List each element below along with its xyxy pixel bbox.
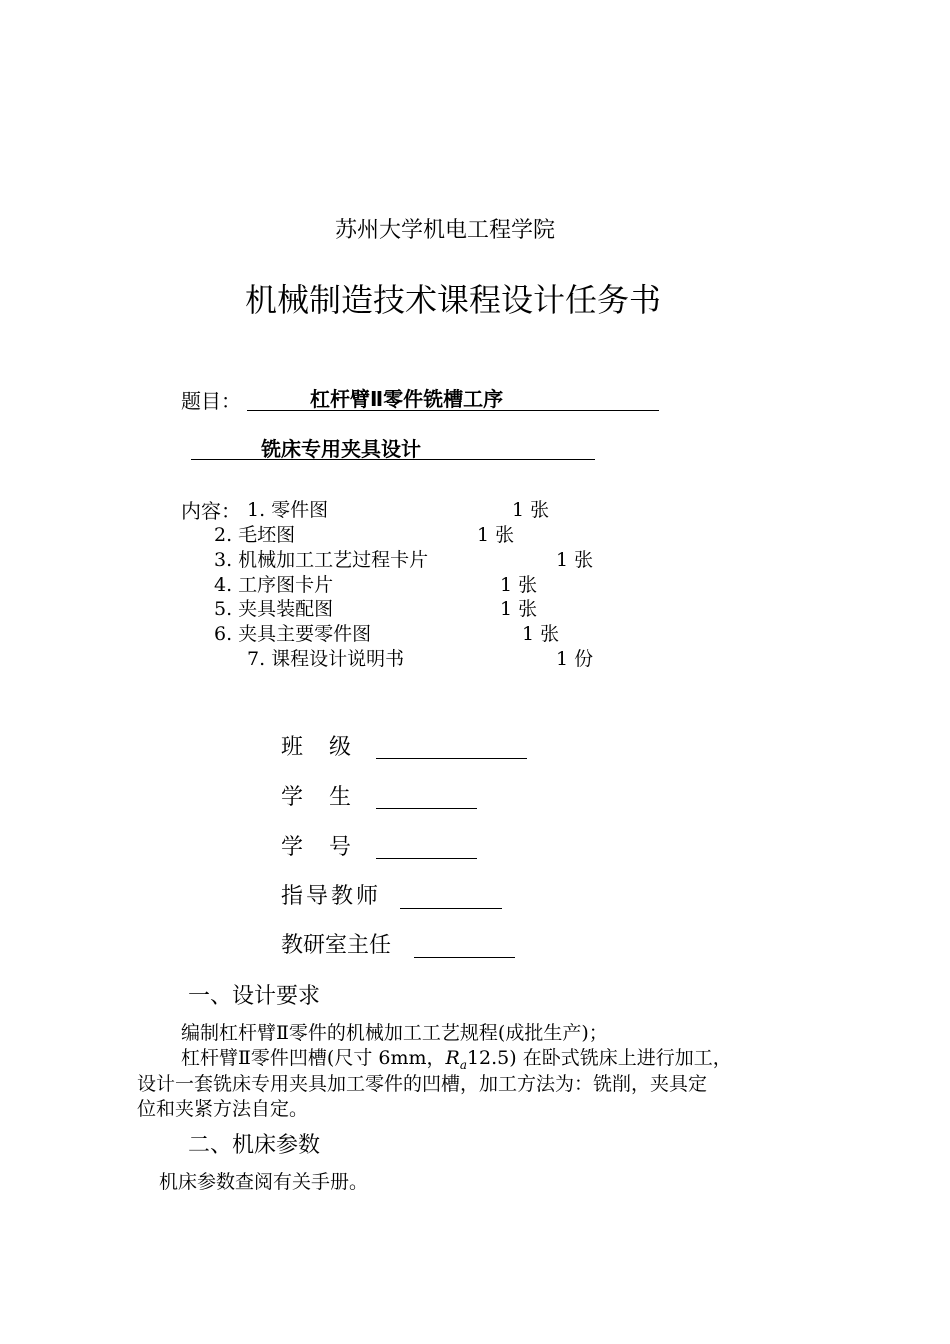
topic-line-1: 杠杆臂Ⅱ零件铣槽工序 <box>310 387 504 411</box>
roughness-symbol: R <box>445 1047 460 1069</box>
requirements-paragraph-2-line-3: 位和夹紧方法自定。 <box>137 1098 309 1120</box>
requirements-paragraph-1: 编制杠杆臂Ⅱ零件的机械加工工艺规程(成批生产)； <box>181 1022 608 1044</box>
contents-item-name: 6. 夹具主要零件图 <box>214 623 372 645</box>
class-label: 班 级 <box>281 735 354 760</box>
contents-item-name: 1. 零件图 <box>247 499 329 521</box>
topic-label: 题目： <box>181 389 241 413</box>
requirements-paragraph-2-line-1 <box>181 1049 732 1071</box>
requirements-paragraph-2-line-2: 设计一套铣床专用夹具加工零件的凹槽，加工方法为：铣削，夹具定 <box>137 1073 708 1095</box>
contents-item-qty: 1 张 <box>500 598 538 620</box>
class-field[interactable] <box>376 758 527 759</box>
contents-item-name: 7. 课程设计说明书 <box>247 648 405 670</box>
contents-label: 内容： <box>181 499 241 523</box>
contents-item-name: 2. 毛坯图 <box>214 524 296 546</box>
contents-item-name: 3. 机械加工工艺过程卡片 <box>214 549 429 571</box>
advisor-field[interactable] <box>400 908 502 909</box>
contents-item-name: 4. 工序图卡片 <box>214 574 334 596</box>
school-name: 苏州大学机电工程学院 <box>335 218 556 243</box>
director-field[interactable] <box>414 957 515 958</box>
machine-params-paragraph: 机床参数查阅有关手册。 <box>159 1171 369 1193</box>
contents-item-qty: 1 张 <box>512 499 550 521</box>
contents-item-qty: 1 份 <box>556 648 594 670</box>
topic-line-2: 铣床专用夹具设计 <box>261 437 421 461</box>
section-heading-machine-params: 二、机床参数 <box>188 1133 321 1158</box>
advisor-label: 指导教师 <box>281 884 382 909</box>
student-label: 学 生 <box>281 785 354 810</box>
requirements-text-a: 杠杆臂Ⅱ零件凹槽(尺寸 6mm， <box>181 1047 446 1069</box>
student-field[interactable] <box>376 808 477 809</box>
contents-item-name: 5. 夹具装配图 <box>214 598 334 620</box>
contents-item-qty: 1 张 <box>522 623 560 645</box>
director-label: 教研室主任 <box>281 933 392 958</box>
requirements-text-b: 12.5) 在卧式铣床上进行加工， <box>466 1047 732 1069</box>
document-title: 机械制造技术课程设计任务书 <box>245 281 662 319</box>
contents-item-qty: 1 张 <box>556 549 594 571</box>
contents-item-qty: 1 张 <box>477 524 515 546</box>
section-heading-requirements: 一、设计要求 <box>188 984 321 1009</box>
student-id-label: 学 号 <box>281 835 354 860</box>
roughness-subscript: a <box>459 1057 467 1072</box>
student-id-field[interactable] <box>376 858 477 859</box>
contents-item-qty: 1 张 <box>500 574 538 596</box>
